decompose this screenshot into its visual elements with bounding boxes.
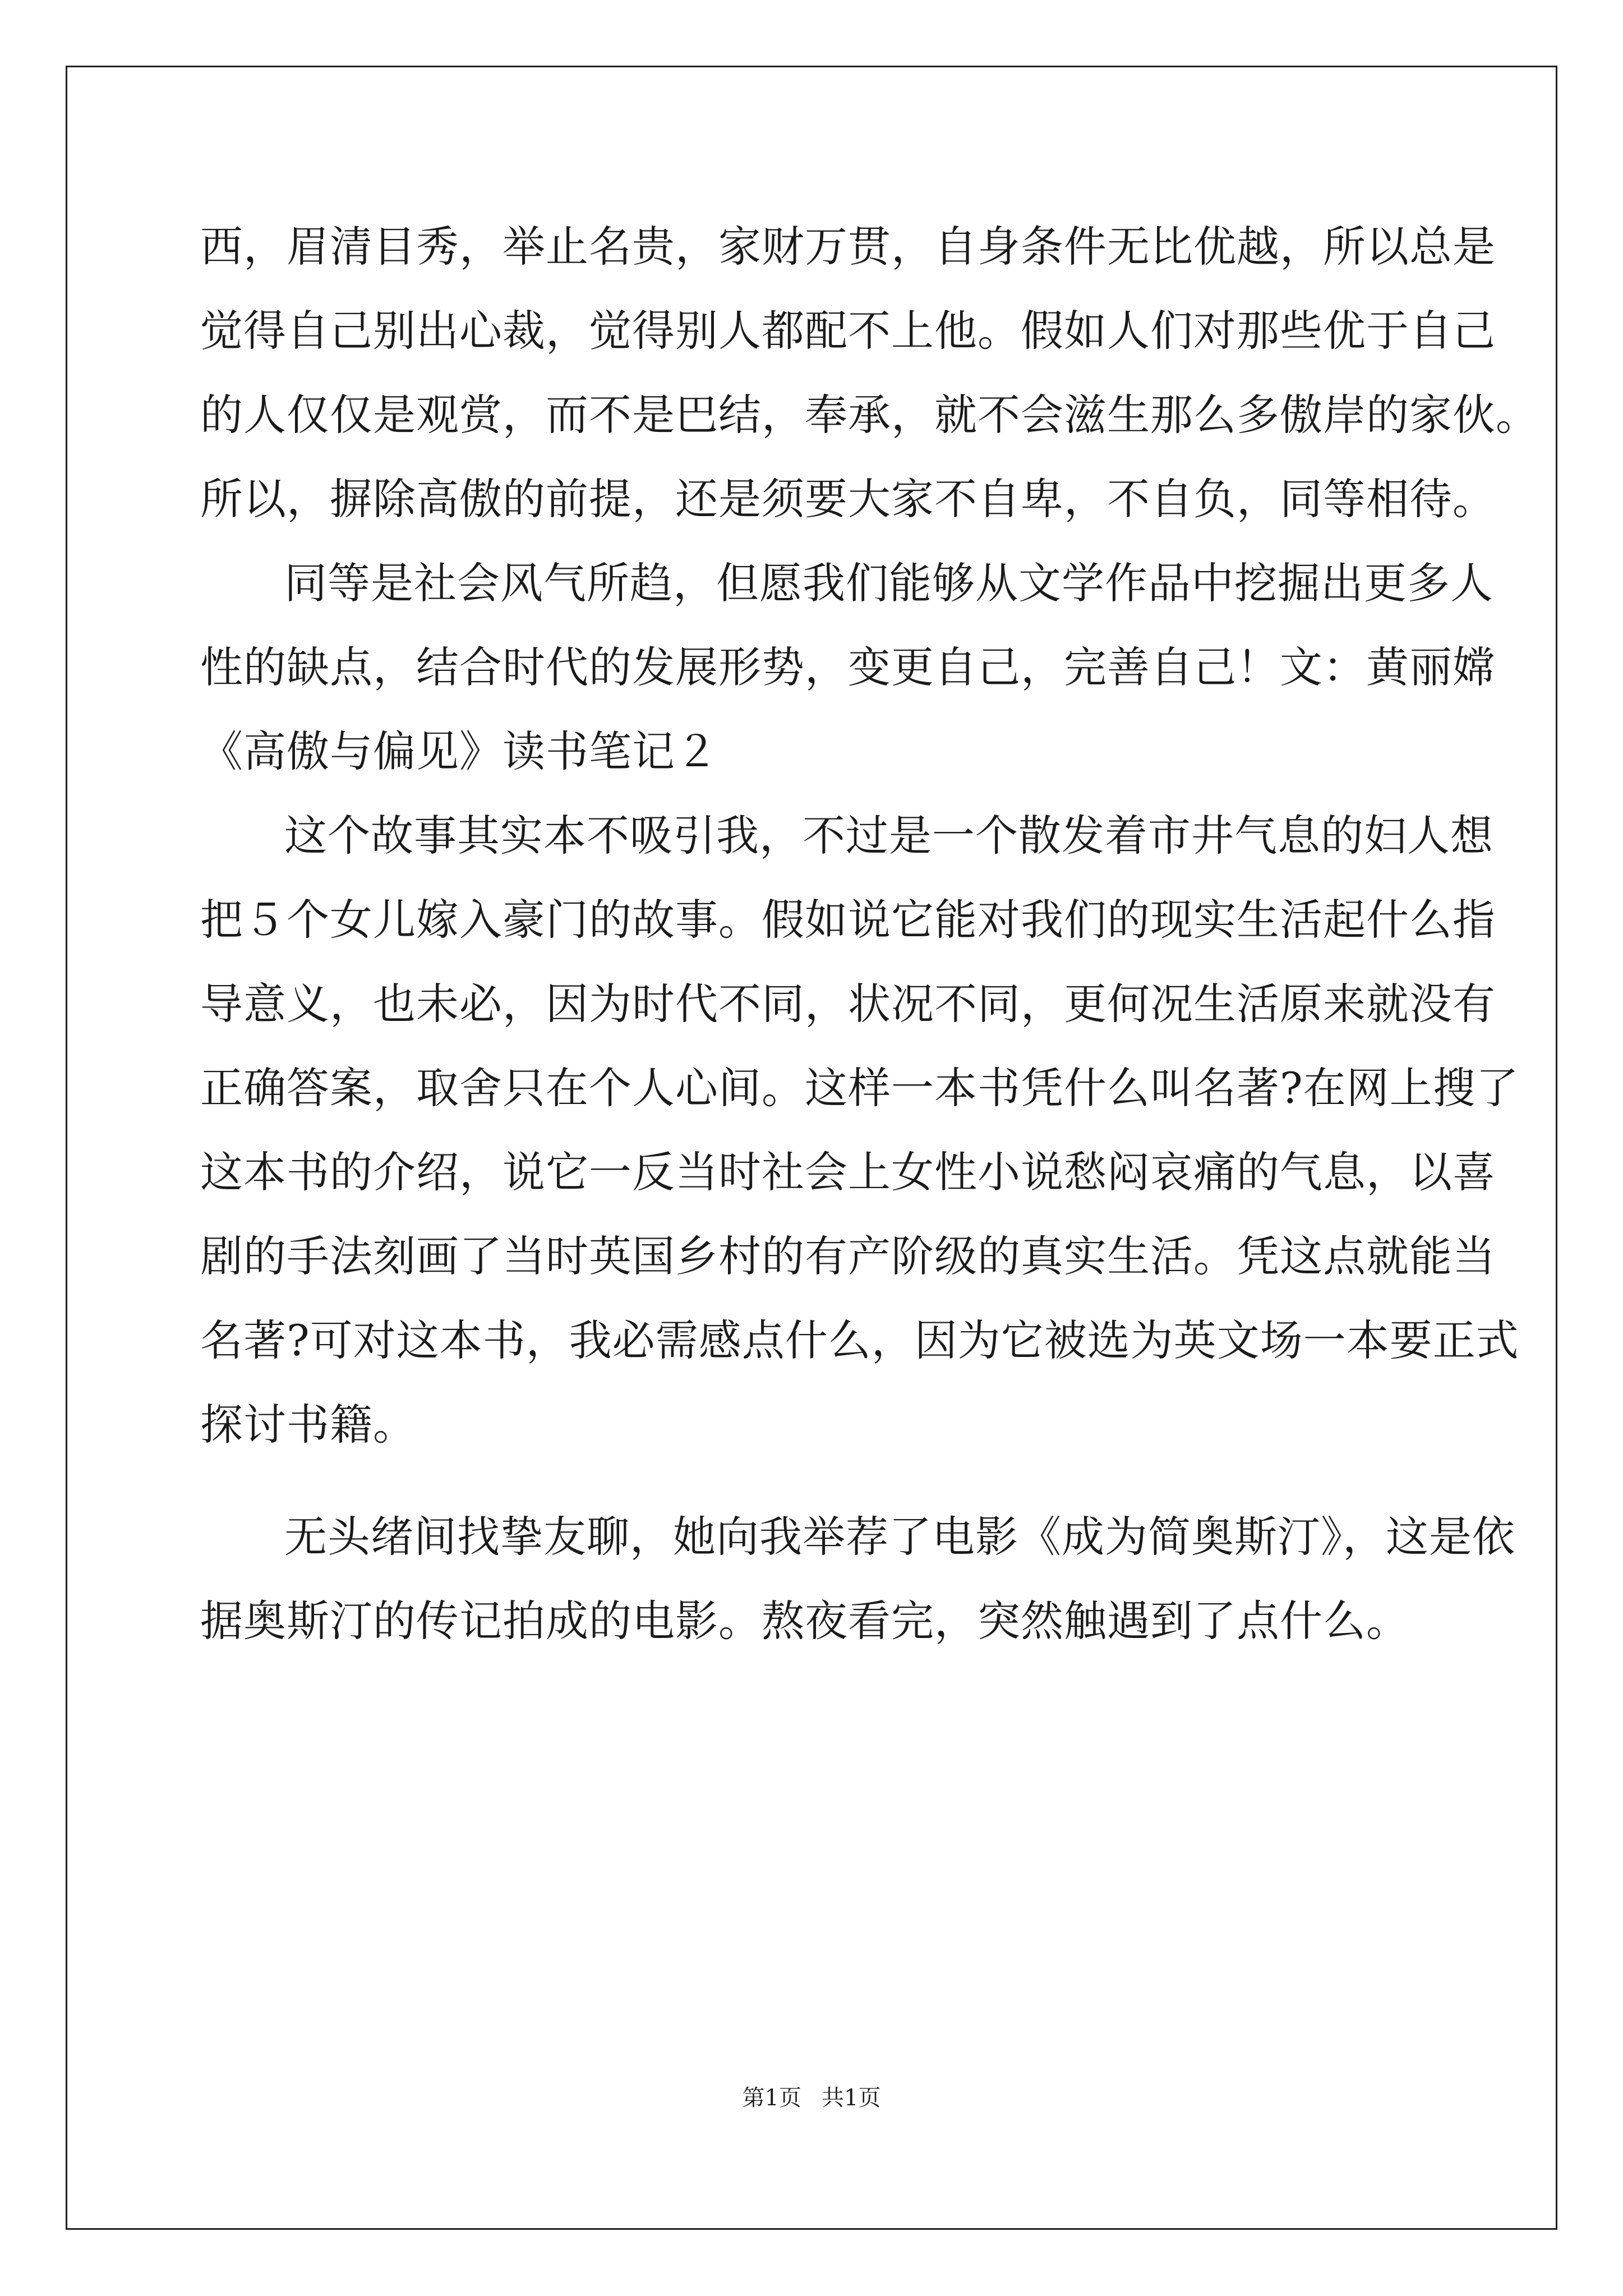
text-line: 所以，摒除高傲的前提，还是须要大家不自卑，不自负，同等相待。 <box>200 474 1496 524</box>
page-number: 第1页 <box>742 2085 801 2111</box>
text-line: 据奥斯汀的传记拍成的电影。熬夜看完，突然触遇到了点什么。 <box>200 1596 1409 1646</box>
text-line: 西，眉清目秀，举止名贵，家财万贯，自身条件无比优越，所以总是 <box>200 222 1496 272</box>
text-line: 把５个女儿嫁入豪门的故事。假如说它能对我们的现实生活起什么指 <box>200 895 1496 945</box>
text-line: 这本书的介绍，说它一反当时社会上女性小说愁闷哀痛的气息，以喜 <box>200 1147 1496 1197</box>
section-heading: 《高傲与偏见》读书笔记２ <box>200 726 718 776</box>
text-line: 的人仅仅是观赏，而不是巴结，奉承，就不会滋生那么多傲岸的家伙。 <box>200 390 1539 440</box>
page-total: 共1页 <box>822 2085 881 2111</box>
text-line: 无头绪间找挚友聊，她向我举荐了电影《成为简奥斯汀》，这是依 <box>284 1512 1515 1562</box>
text-line: 这个故事其实本不吸引我，不过是一个散发着市井气息的妇人想 <box>284 811 1493 861</box>
text-line: 性的缺点，结合时代的发展形势，变更自己，完善自己！文：黄丽嫦 <box>200 642 1496 692</box>
text-line: 同等是社会风气所趋，但愿我们能够从文学作品中挖掘出更多人 <box>284 558 1493 608</box>
text-line: 正确答案，取舍只在个人心间。这样一本书凭什么叫名著?在网上搜了 <box>200 1063 1519 1113</box>
text-line: 觉得自己别出心裁，觉得别人都配不上他。假如人们对那些优于自己 <box>200 306 1496 356</box>
text-line: 名著?可对这本书，我必需感点什么，因为它被选为英文场一本要正式 <box>200 1315 1519 1365</box>
page-footer <box>0 2081 1623 2115</box>
text-line: 导意义，也未必，因为时代不同，状况不同，更何况生活原来就没有 <box>200 979 1496 1029</box>
text-line: 探讨书籍。 <box>200 1400 416 1450</box>
text-line: 剧的手法刻画了当时英国乡村的有产阶级的真实生活。凭这点就能当 <box>200 1231 1496 1281</box>
